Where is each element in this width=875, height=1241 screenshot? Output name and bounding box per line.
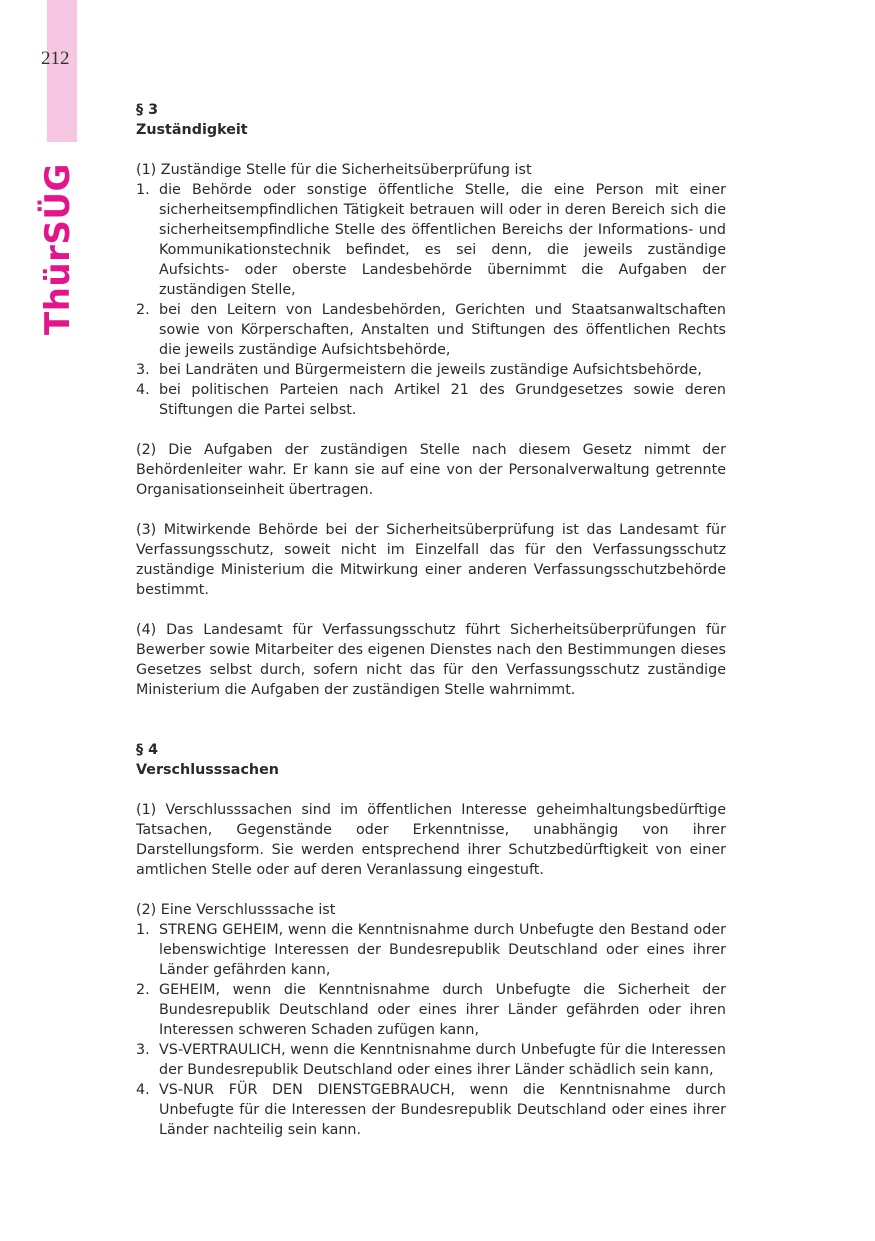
section-4 bbox=[136, 740, 726, 1140]
paragraph-2 bbox=[136, 900, 726, 1140]
paragraph-4: (4) Das Landesamt für Verfassungsschutz führt Sicherheitsüberprüfungen für Bewerber sowie Mitarbeiter des eigenen Dienstes nach den Bestimmungen dieses Gesetzes selbst durch, sofern nicht das für den Verfassungsschutz zuständige Ministerium die Aufgaben der zuständigen Stelle wahrnimmt. bbox=[136, 622, 726, 698]
list-item: 4. bei politischen Parteien nach Artikel 21 des Grundgesetzes sowie deren Stiftungen die Partei selbst. bbox=[136, 382, 726, 418]
page-number: 212 bbox=[41, 48, 70, 69]
paragraph-1 bbox=[136, 160, 726, 420]
list-item: 4. VS-NUR FÜR DEN DIENSTGEBRAUCH, wenn die Kenntnisnahme durch Unbefugte für die Interessen der Bundesrepublik Deutschland oder eines ihrer Länder nachteilig sein kann. bbox=[136, 1082, 726, 1138]
list-item: 1. STRENG GEHEIM, wenn die Kenntnisnahme durch Unbefugte den Bestand oder lebenswichtige Interessen der Bundesrepublik Deutschland oder eines ihrer Länder gefährden kann, bbox=[136, 922, 726, 978]
page-tab-bar bbox=[47, 0, 77, 142]
section-spacer bbox=[136, 700, 726, 740]
document-body bbox=[136, 100, 726, 1140]
list-item: 1. die Behörde oder sonstige öffentliche Stelle, die eine Person mit einer sicherheitsempfindlichen Tätigkeit betrauen will oder in deren Bereich sich die sicherheitsempfindliche Stelle des öffentlichen Bereichs der Informations- und Kommunikationstechnik befindet, es sei denn, die jeweils zuständige Aufsichts- oder oberste Landesbehörde übernimmt die Aufgaben der zuständigen Stelle, bbox=[136, 182, 726, 298]
paragraph-intro: (1) Zuständige Stelle für die Sicherheitsüberprüfung ist bbox=[136, 162, 532, 178]
list-item: 3. VS-VERTRAULICH, wenn die Kenntnisnahme durch Unbefugte für die Interessen der Bundesrepublik Deutschland oder eines ihrer Länder schädlich sein kann, bbox=[136, 1042, 726, 1078]
paragraph-3: (3) Mitwirkende Behörde bei der Sicherheitsüberprüfung ist das Landesamt für Verfassungsschutz, soweit nicht im Einzelfall das für den Verfassungsschutz zuständige Ministerium die Mitwirkung einer anderen Verfassungsschutzbehörde bestimmt. bbox=[136, 522, 726, 598]
list-item: 2. GEHEIM, wenn die Kenntnisnahme durch Unbefugte die Sicherheit der Bundesrepublik Deutschland oder eines ihrer Länder gefährden oder ihren Interessen schweren Schaden zufügen kann, bbox=[136, 982, 726, 1038]
section-title: Zuständigkeit bbox=[136, 122, 248, 138]
list-item: 2. bei den Leitern von Landesbehörden, Gerichten und Staatsanwaltschaften sowie von Körperschaften, Anstalten und Stiftungen des öffentlichen Rechts die jeweils zuständige Aufsichtsbehörde, bbox=[136, 302, 726, 358]
section-3 bbox=[136, 100, 726, 700]
section-number: § 4 bbox=[136, 742, 159, 758]
law-abbreviation-title: ThürSÜG bbox=[38, 163, 78, 335]
section-number: § 3 bbox=[136, 102, 159, 118]
paragraph-2: (2) Die Aufgaben der zuständigen Stelle nach diesem Gesetz nimmt der Behördenleiter wahr. Er kann sie auf eine von der Personalverwaltung getrennte Organisationseinheit übertragen. bbox=[136, 442, 726, 498]
section-title: Verschlusssachen bbox=[136, 762, 279, 778]
paragraph-intro: (2) Eine Verschlusssache ist bbox=[136, 902, 336, 918]
paragraph-1: (1) Verschlusssachen sind im öffentlichen Interesse geheimhaltungsbedürftige Tatsachen, Gegenstände oder Erkenntnisse, unabhängig von ihrer Darstellungsform. Sie werden entsprechend ihrer Schutzbedürftigkeit von einer amtlichen Stelle oder auf deren Veranlassung eingestuft. bbox=[136, 802, 726, 878]
list-item: 3. bei Landräten und Bürgermeistern die jeweils zuständige Aufsichtsbehörde, bbox=[136, 362, 702, 378]
